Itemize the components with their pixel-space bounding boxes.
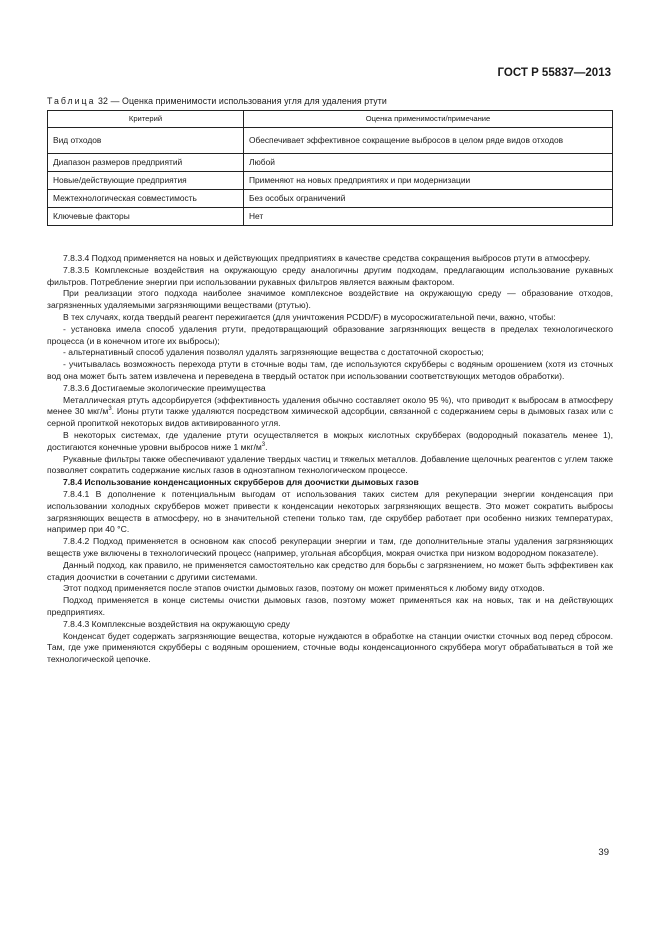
- document-body: [47, 253, 613, 666]
- paragraph: 7.8.4.2 Подход применяется в основном как способ рекуперации энергии и там, где дополнительные этапы удаления загрязняющих веществ уже включены в технологический процесс (например, угольная абсорбция, мокрая очистка при низком водородном показателе).: [47, 536, 613, 558]
- table-row: [48, 208, 613, 226]
- paragraph: 7.8.3.5 Комплексные воздействия на окружающую среду аналогичны другим подходам, предлагающим использование рукавных фильтров. Потребление энергии при использовании рукавных фильтров является важным фактором.: [47, 264, 613, 287]
- table-row: [48, 172, 613, 190]
- paragraph: Этот подход применяется после этапов очистки дымовых газов, поэтому он может применяться к любому виду отходов.: [63, 583, 545, 594]
- paragraph: Рукавные фильтры также обеспечивают удаление твердых частиц и тяжелых металлов. Добавление щелочных реагентов с углем также позволяет сократить содержание кислых газов в одноэтапном технологическом процессе.: [47, 453, 613, 476]
- table-cell: Применяют на новых предприятиях и при модернизации: [244, 172, 613, 190]
- table-caption-label: Таблица: [47, 96, 96, 106]
- paragraph: При реализации этого подхода наиболее значимое комплексное воздействие на окружающую среду — образование отходов, загрязненных удаляемыми загрязняющими веществами (ртутью).: [47, 288, 613, 311]
- paragraph-text: .: [265, 441, 268, 452]
- table-row: [48, 190, 613, 208]
- applicability-table: [47, 110, 613, 226]
- paragraph: В тех случаях, когда твердый реагент пережигается (для уничтожения PCDD/F) в мусоросжигательной печи, важно, чтобы:: [63, 311, 556, 322]
- paragraph: Подход применяется в конце системы очистки дымовых газов, поэтому может применяться как на новых, так и на действующих предприятиях.: [47, 595, 613, 617]
- paragraph: Конденсат будет содержать загрязняющие вещества, которые нуждаются в обработке на станции очистки сточных вод перед сбросом. Там, где уже применяются скрубберы с водяным орошением, сточные воды конденсационного скруббера могут обрабатываться в той же технологической цепочке.: [47, 630, 613, 665]
- paragraph: [47, 430, 613, 454]
- paragraph: 7.8.3.4 Подход применяется на новых и действующих предприятиях в качестве средства сокращения выбросов ртути в атмосферу.: [63, 253, 591, 263]
- standard-designation: ГОСТ Р 55837—2013: [497, 67, 611, 79]
- table-cell: Нет: [244, 208, 613, 226]
- paragraph-text: Металлическая ртуть адсорбируется (эффективность удаления обычно составляет около 95 %), что приводит к выбросам в атмосферу менее 30 мкг/м: [47, 394, 613, 417]
- table-caption: [47, 96, 387, 106]
- table-row: [48, 154, 613, 172]
- table-row: [48, 128, 613, 154]
- table-caption-text: 32 — Оценка применимости использования угля для удаления ртути: [98, 96, 387, 106]
- paragraph-text: В некоторых системах, где удаление ртути осуществляется в мокрых кислотных скрубберах (водородный показатель менее 1), достигаются конечные уровни выбросов ниже 1 мкг/м: [47, 429, 613, 452]
- paragraph: Данный подход, как правило, не применяется самостоятельно как средство для борьбы с загрязнением, но может быть эффективен как стадия доочистки в сочетании с другими системами.: [47, 559, 613, 582]
- paragraph: [47, 395, 613, 430]
- list-item: - установка имела способ удаления ртути, предотвращающий образование загрязняющих веществ в пределах технологического процесса (и в конечном итоге их выбросы);: [47, 323, 613, 346]
- table-header-row: [48, 111, 613, 128]
- table-cell: Диапазон размеров предприятий: [48, 154, 244, 172]
- superscript: 3: [261, 441, 266, 448]
- section-heading: 7.8.4 Использование конденсационных скрубберов для доочистки дымовых газов: [63, 477, 419, 488]
- superscript: 3: [108, 406, 112, 413]
- paragraph: 7.8.4.1 В дополнение к потенциальным выгодам от использования таких систем для рекуперации энергии конденсация при использовании холодных скрубберов может привести к конденсации некоторых загрязняющих веществ. Это может сократить выбросы загрязняющих веществ в атмосферу, но в значительной степени только там, где скруббер работает при особенно низких температурах, например при 40 °С.: [47, 488, 613, 535]
- table-cell: Обеспечивает эффективное сокращение выбросов в целом ряде видов отходов: [244, 128, 613, 154]
- table-cell: Ключевые факторы: [48, 208, 244, 226]
- table-cell: Без особых ограничений: [244, 190, 613, 208]
- subsection-title: 7.8.4.3 Комплексные воздействия на окружающую среду: [63, 618, 290, 629]
- list-item: - альтернативный способ удаления позволял удалять загрязняющие вещества с достаточной скоростью;: [63, 347, 484, 358]
- table-cell: Любой: [244, 154, 613, 172]
- page-number: 39: [598, 847, 609, 858]
- table-cell: Вид отходов: [48, 128, 244, 154]
- subsection-title: 7.8.3.6 Достигаемые экологические преимущества: [63, 382, 266, 393]
- table-cell: Новые/действующие предприятия: [48, 172, 244, 190]
- column-header-assessment: Оценка применимости/примечание: [244, 111, 613, 128]
- paragraph-text: . Ионы ртути также удаляются посредством химической адсорбции, связанной с содержанием серы в дымовых газах или с серной пропиткой некоторых видов активированного угля.: [47, 406, 613, 429]
- table-cell: Межтехнологическая совместимость: [48, 190, 244, 208]
- list-item: - учитывалась возможность перехода ртути в сточные воды там, где используются скрубберы с водяным орошением (хотя из сточных вод она может быть затем извлечена и переведена в твердый остаток при использовании соответствующих методов обработки).: [47, 359, 613, 381]
- column-header-criterion: Критерий: [48, 111, 244, 128]
